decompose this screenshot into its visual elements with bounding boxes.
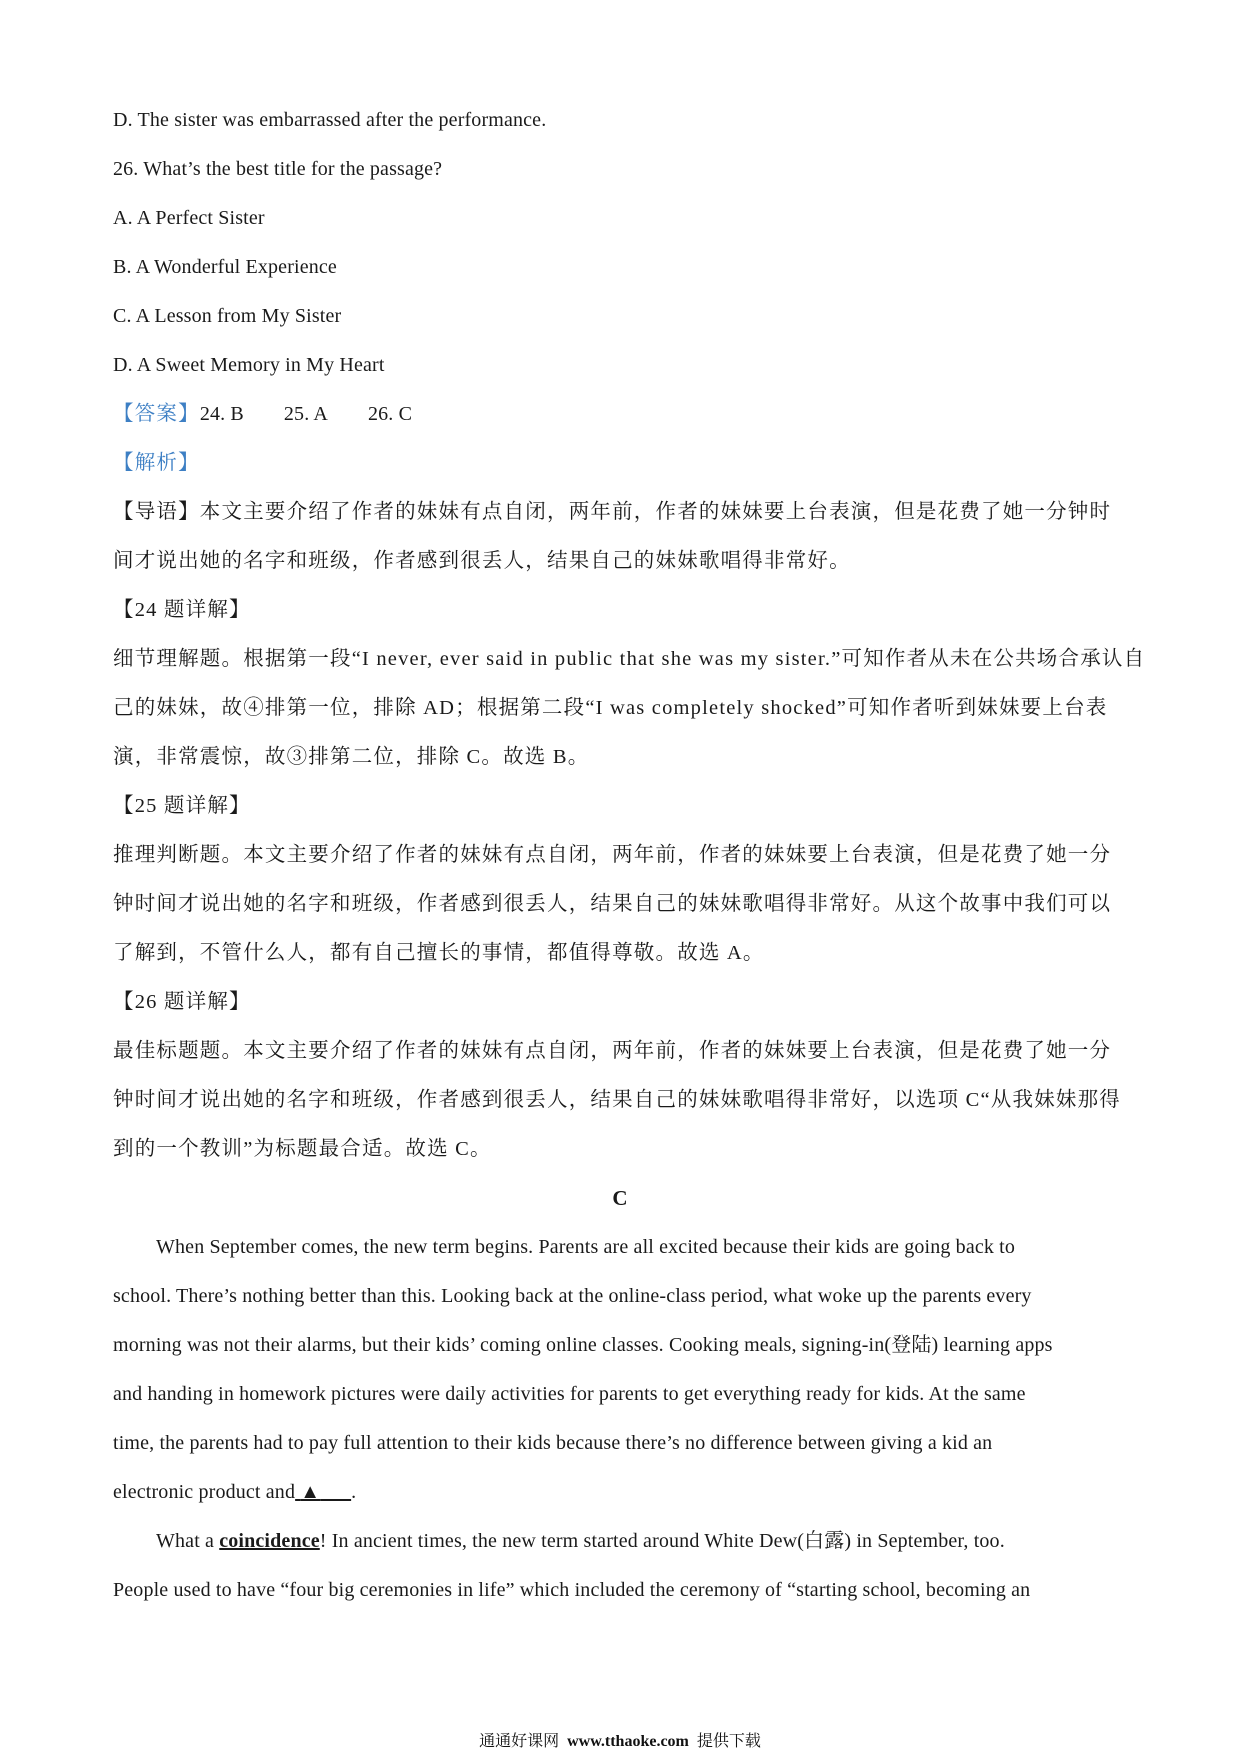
blank-triangle-icon: ▲ — [300, 1481, 321, 1503]
passage-c-p1-line-3: morning was not their alarms, but their kids’ coming online classes. Cooking meals, signing-in(登陆) learning apps — [113, 1334, 1053, 1356]
q24-detail-line-3: 演，非常震惊，故③排第二位，排除 C。故选 B。 — [113, 746, 590, 768]
q26-option-a: A. A Perfect Sister — [113, 207, 265, 229]
passage-c-p1-line-1: When September comes, the new term begins. Parents are all excited because their kids are going back to — [156, 1236, 1016, 1258]
footer-url: www.tthaoke.com — [567, 1733, 689, 1750]
p1-line-6-text: electronic product and — [113, 1481, 296, 1503]
q24-detail-heading: 【24 题详解】 — [113, 599, 251, 621]
passage-c-p2-line-2: People used to have “four big ceremonies in life” which included the ceremony of “starting school, becoming an — [113, 1579, 1031, 1601]
answer-line — [113, 401, 412, 427]
answer-25: 25. A — [283, 403, 328, 425]
q26-option-b: B. A Wonderful Experience — [113, 256, 337, 278]
q26-detail-line-1: 最佳标题题。本文主要介绍了作者的妹妹有点自闭，两年前，作者的妹妹要上台表演，但是花费了她一分 — [113, 1040, 1112, 1062]
answer-24: 24. B — [199, 403, 244, 425]
p1-line-6-end: . — [351, 1481, 357, 1503]
intro-line-1: 【导语】本文主要介绍了作者的妹妹有点自闭，两年前，作者的妹妹要上台表演，但是花费了她一分钟时 — [113, 501, 1112, 523]
q26-question: 26. What’s the best title for the passage? — [113, 158, 443, 180]
passage-c-p1-line-2: school. There’s nothing better than this. Looking back at the online-class period, what woke up the parents every — [113, 1285, 1032, 1307]
q26-option-d: D. A Sweet Memory in My Heart — [113, 354, 385, 376]
underlined-word-coincidence: coincidence — [219, 1530, 320, 1552]
q25-detail-line-3: 了解到，不管什么人，都有自己擅长的事情，都值得尊敬。故选 A。 — [113, 942, 765, 964]
passage-c-p2-line-1 — [156, 1528, 1005, 1554]
passage-c-p1-line-5: time, the parents had to pay full attention to their kids because there’s no difference between giving a kid an — [113, 1432, 993, 1454]
q25-detail-heading: 【25 题详解】 — [113, 795, 251, 817]
page-footer — [0, 1731, 1240, 1752]
q26-detail-line-3: 到的一个教训”为标题最合适。故选 C。 — [113, 1138, 492, 1160]
footer-download-text: 提供下载 — [696, 1731, 761, 1750]
q26-option-c: C. A Lesson from My Sister — [113, 305, 342, 327]
intro-line-2: 间才说出她的名字和班级，作者感到很丢人，结果自己的妹妹歌唱得非常好。 — [113, 550, 851, 572]
p2-line-1-pre: What a — [156, 1530, 220, 1552]
q24-detail-line-2: 己的妹妹，故④排第一位，排除 AD；根据第二段“I was completely shocked”可知作者听到妹妹要上台表 — [113, 697, 1108, 719]
passage-c-p1-line-4: and handing in homework pictures were daily activities for parents to get everything ready for kids. At the same — [113, 1383, 1026, 1405]
q26-detail-heading: 【26 题详解】 — [113, 991, 251, 1013]
analysis-label: 【解析】 — [113, 452, 200, 474]
q25-detail-line-1: 推理判断题。本文主要介绍了作者的妹妹有点自闭，两年前，作者的妹妹要上台表演，但是花费了她一分 — [113, 844, 1112, 866]
footer-site-name: 通通好课网 — [479, 1731, 560, 1750]
q26-detail-line-2: 钟时间才说出她的名字和班级，作者感到很丢人，结果自己的妹妹歌唱得非常好，以选项 C“从我妹妹那得 — [113, 1089, 1121, 1111]
answer-26: 26. C — [368, 403, 413, 425]
section-c-heading: C — [612, 1186, 628, 1210]
q25-detail-line-2: 钟时间才说出她的名字和班级，作者感到很丢人，结果自己的妹妹歌唱得非常好。从这个故事中我们可以 — [113, 893, 1112, 915]
passage-c-p1-line-6 — [113, 1479, 356, 1505]
answer-blank — [295, 1481, 351, 1503]
q25-option-d: D. The sister was embarrassed after the performance. — [113, 109, 547, 131]
p2-line-1-post: ! In ancient times, the new term started around White Dew(白露) in September, too. — [319, 1530, 1005, 1552]
q24-detail-line-1: 细节理解题。根据第一段“I never, ever said in public that she was my sister.”可知作者从未在公共场合承认自 — [113, 648, 1146, 670]
answer-label: 【答案】 — [113, 403, 200, 425]
